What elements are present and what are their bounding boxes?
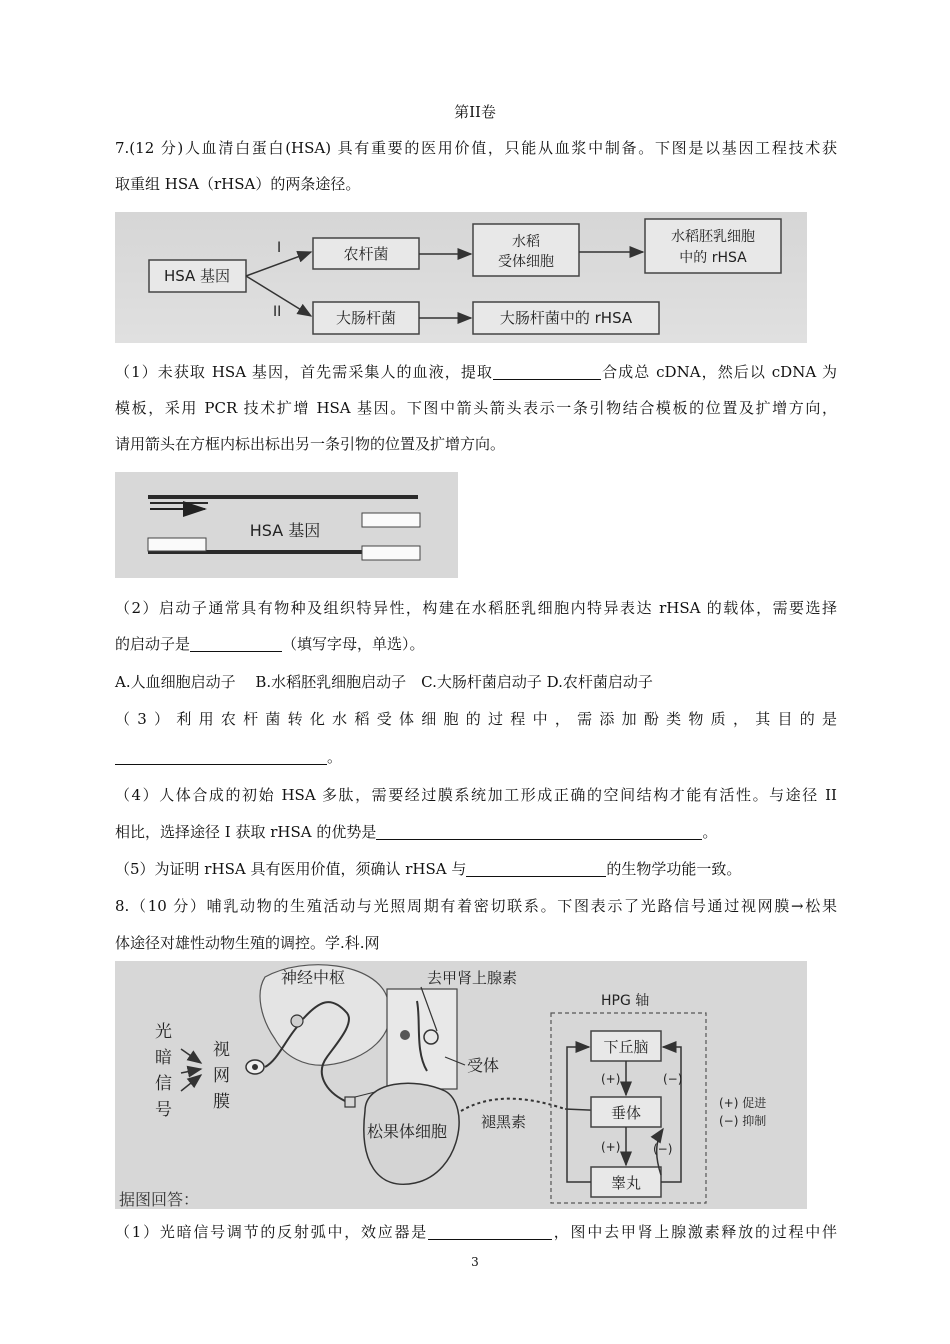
fig1-rice-cell-line1: 水稻 <box>512 234 540 250</box>
page-number: 3 <box>471 1255 479 1269</box>
q8-p1-text-a: （1）光暗信号调节的反射弧中，效应器是 <box>115 1223 429 1241</box>
fig1-ecoli-rhsa: 大肠杆菌中的 rHSA <box>499 309 633 327</box>
fig3-caption: 据图回答： <box>119 1190 200 1209</box>
q7-p4-end: 。 <box>702 823 718 841</box>
fig3-minus-2: (−) <box>653 1142 673 1156</box>
fig3-noradrenaline: 去甲肾上腺素 <box>427 969 518 987</box>
fig3-melatonin: 褪黑素 <box>481 1113 527 1131</box>
q7-p1-line3: 请用箭头在方框内标出标出另一条引物的位置及扩增方向。 <box>115 435 506 453</box>
q7-p2-text-a: 的启动子是 <box>115 635 191 653</box>
fig1-rice-rhsa-line2: 中的 rHSA <box>679 250 747 266</box>
fig3-receptor: 受体 <box>467 1056 500 1075</box>
fig3-legend-inhibit: (−) 抑制 <box>719 1114 767 1128</box>
fig3-plus-2: (+) <box>601 1140 621 1154</box>
fig3-retina-1: 视 <box>213 1040 230 1060</box>
q7-options: A.人血细胞启动子 B.水稻胚乳细胞启动子 C.大肠杆菌启动子 D.农杆菌启动子 <box>115 673 653 691</box>
answer-blank-1[interactable] <box>493 364 601 380</box>
q7-p3-line2 <box>115 747 837 767</box>
q7-p4-text-a: 相比，选择途径 I 获取 rHSA 的优势是 <box>115 823 377 841</box>
fig1-hsa-gene: HSA 基因 <box>163 267 231 285</box>
fig3-minus-1: (−) <box>663 1072 683 1086</box>
fig3-legend-promote: (+) 促进 <box>719 1096 767 1110</box>
q7-p5-text-a: （5）为证明 rHSA 具有医用价值，须确认 rHSA 与 <box>115 860 467 878</box>
fig3-light-1: 光 <box>155 1022 172 1042</box>
fig3-pineal-cell: 松果体细胞 <box>367 1122 448 1141</box>
fig3-pituitary: 垂体 <box>610 1104 642 1122</box>
q8-p1-text-b: ，图中去甲肾上腺激素释放的过程中伴 <box>552 1223 837 1241</box>
q7-p2-line2 <box>115 634 837 654</box>
q7-p5 <box>115 859 837 879</box>
fig1-route-1: I <box>277 240 282 256</box>
q7-intro-line1: 7.(12 分)人血清白蛋白(HSA) 具有重要的医用价值，只能从血浆中制备。下图是以基因工程技术获 <box>115 139 837 157</box>
answer-blank-6[interactable] <box>428 1224 552 1240</box>
fig3-hypothalamus: 下丘脑 <box>603 1038 649 1056</box>
q7-p5-text-b: 的生物学功能一致。 <box>606 860 742 878</box>
q8-intro-line2: 体途径对雄性动物生殖的调控。学.科.网 <box>115 934 380 952</box>
section-title: 第II卷 <box>454 103 496 121</box>
fig3-light-4: 号 <box>155 1100 172 1120</box>
fig3-retina-2: 网 <box>213 1066 230 1086</box>
q8-intro-line1: 8.（10 分）哺乳动物的生殖活动与光照周期有着密切联系。下图表示了光路信号通过视网膜→松果 <box>115 897 837 915</box>
answer-blank-4[interactable] <box>376 824 702 840</box>
q7-p2-line1: （2）启动子通常具有物种及组织特异性，构建在水稻胚乳细胞内特异表达 rHSA 的载体，需要选择 <box>115 599 837 617</box>
q7-p1-text-b: 合成总 cDNA，然后以 cDNA 为 <box>601 363 837 381</box>
fig3-testis: 睾丸 <box>610 1174 642 1192</box>
fig3-light-2: 暗 <box>155 1048 172 1068</box>
fig1-ecoli: 大肠杆菌 <box>335 309 397 327</box>
fig3-retina-3: 膜 <box>213 1092 230 1112</box>
fig1-rice-cell-line2: 受体细胞 <box>498 254 554 270</box>
q7-p1-line1 <box>115 362 837 382</box>
fig1-route-2: II <box>273 304 282 320</box>
q7-p1-line2: 模板，采用 PCR 技术扩增 HSA 基因。下图中箭头箭头表示一条引物结合模板的位置及扩增方向， <box>115 399 837 417</box>
q7-p2-text-b: （填写字母，单选）。 <box>282 635 425 653</box>
q8-p1 <box>115 1222 837 1242</box>
fig3-hpg-axis: HPG 轴 <box>601 993 650 1009</box>
q7-p4-line2 <box>115 822 837 842</box>
q7-p3-line1: （3）利用农杆菌转化水稻受体细胞的过程中，需添加酚类物质，其目的是 <box>115 710 837 728</box>
q7-p3-end: 。 <box>327 748 343 766</box>
fig1-rice-rhsa-line1: 水稻胚乳细胞 <box>671 229 755 245</box>
q7-intro-line2: 取重组 HSA（rHSA）的两条途径。 <box>115 175 361 193</box>
fig3-plus-1: (+) <box>601 1072 621 1086</box>
q7-p1-text-a: （1）未获取 HSA 基因，首先需采集人的血液，提取 <box>115 363 494 381</box>
q7-p4-line1: （4）人体合成的初始 HSA 多肽，需要经过膜系统加工形成正确的空间结构才能有活性。与途径 II <box>115 786 837 804</box>
answer-blank-5[interactable] <box>466 861 606 877</box>
q7-pcr-diagram <box>115 472 458 578</box>
fig3-nerve-center: 神经中枢 <box>281 968 346 987</box>
fig1-agro: 农杆菌 <box>343 245 389 263</box>
q7-route-diagram <box>115 212 807 343</box>
fig3-light-3: 信 <box>155 1074 172 1094</box>
q8-hpg-diagram <box>115 961 807 1209</box>
fig2-hsa-gene: HSA 基因 <box>249 521 321 540</box>
answer-blank-3[interactable] <box>115 749 327 765</box>
answer-blank-2[interactable] <box>190 636 282 652</box>
